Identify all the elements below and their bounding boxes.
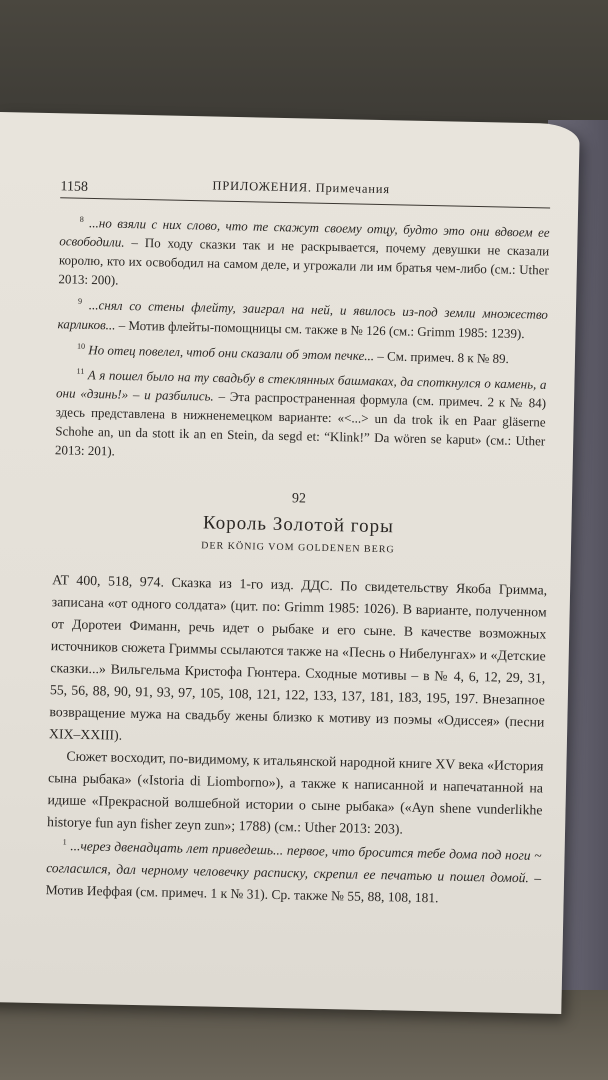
note-quote: Но отец повелел, чтоб они сказали об этом печке...	[88, 341, 375, 363]
note-9	[57, 292, 548, 344]
chapter-subtitle: DER KÖNIG VOM GOLDENEN BERG	[201, 540, 395, 556]
note-number: 10	[77, 341, 86, 351]
book-page	[0, 112, 580, 1014]
footnote-quote: ...через двенадцать лет приведешь... первое, что бросится тебе дома под ноги ~ согласился, дал черному человечку расписку, скрепил ее печатью и пошел домой.	[46, 838, 542, 885]
footnote-number: 1	[62, 837, 67, 847]
note-quote: ...снял со стены флейту, заиграл на ней, и явилось из-под земли множество карликов...	[57, 297, 549, 333]
footnote-text: – Мотив Иеффая (см. примеч. 1 к № 31). Ср. также № 55, 88, 108, 181.	[45, 869, 542, 905]
note-11	[55, 361, 547, 470]
note-quote: ...но взяли с них слово, что те скажут своему отцу, будто это они вдвоем ее освободили.	[59, 215, 550, 250]
note-number: 9	[77, 297, 83, 307]
body-paragraph: Сюжет восходит, по-видимому, к итальянской народной книге XV века «История сына рыбака» («Istoria di Liomborno»), а также к написанной и напечатанной на идише «Прекрасной волшебной истории о сыне рыбака» («Ayn shene vunderlikhe historye fun ayn fisher zeyn zun»; 1788) (см.: Uther 2013: 203).	[46, 748, 544, 837]
notes-block	[55, 209, 550, 473]
chapter-number: 92	[291, 491, 307, 507]
page-header	[60, 173, 550, 208]
chapter-title: Король Золотой горы	[202, 512, 395, 538]
note-number: 11	[76, 366, 85, 376]
page-number: 1158	[60, 179, 89, 195]
note-quote: А я пошел было на ту свадьбу в стеклянных башмаках, да споткнулся о камень, а они «дзинь!» – и разбились.	[55, 367, 547, 404]
note-text: – Мотив флейты-помощницы см. также в № 126 (см.: Grimm 1985: 1239).	[115, 317, 525, 341]
chapter-body	[47, 569, 547, 843]
footnote	[45, 831, 541, 911]
running-head: ПРИЛОЖЕНИЯ. Примечания	[212, 178, 390, 197]
note-text: – См. примеч. 8 к № 89.	[373, 347, 509, 366]
note-8	[58, 209, 550, 299]
body-paragraph: AT 400, 518, 974. Сказка из 1-го изд. ДДС. По свидетельству Якоба Гримма, записана «от одного солдата» (цит. по: Grimm 1985: 1026). В варианте, полученном от Доротеи Фиманн, речь идет о рыбаке и его сыне. В качестве возможных источников сюжета Гриммы ссылаются также на «Песнь о Нибелунгах» и «Детские сказки...» Вильгельма Кристофа Гюнтера. Сходные мотивы – в № 4, 6, 12, 29, 31, 55, 56, 88, 90, 91, 93, 97, 105, 108, 121, 122, 133, 137, 181, 183, 195, 197. Внезапное возвращение мужа на свадьбу жены близко к мотиву из поэмы «Одиссея» (песни XIX–XXIII).	[48, 572, 548, 743]
note-text: – По ходу сказки так и не раскрывается, почему девушки не сказали королю, кто их освободил на самом деле, и угрожали ли им братья чем-либо (см.: Uther 2013: 200).	[58, 234, 550, 288]
note-number: 8	[79, 214, 84, 224]
note-text: – Эта распространенная формула (см. примеч. 2 к № 84) здесь представлена в нижненемецком варианте: «<...> un da trok ik en Paar gläserne Schohe an, un da stott ik an en Stein, da segd et: “Klink!” Da wören se kaput» (см.: Uther 2013: 201).	[54, 388, 547, 459]
